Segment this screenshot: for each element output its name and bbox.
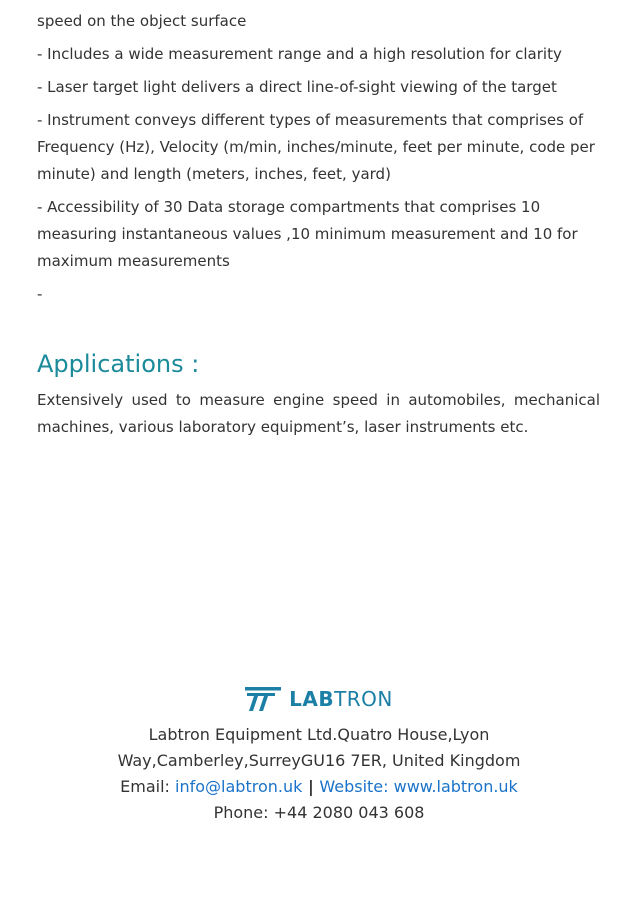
footer [0,684,638,826]
logo-lab: LAB [289,687,335,711]
contact-line [0,774,638,800]
feature-item: - Instrument conveys different types of measurements that comprises of Frequency (Hz), Velocity (m/min, inches/minute, feet per minute, code per minute) and length (meters, inches, feet, yard) [37,111,595,183]
applications-text: Extensively used to measure engine speed in automobiles, mechanical machines, various laboratory equipment’s, laser instruments etc. [37,391,600,436]
logo-tron: TRON [334,687,393,711]
website-link[interactable]: Website: www.labtron.uk [319,777,518,796]
address-line-1: Labtron Equipment Ltd.Quatro House,Lyon [148,725,490,744]
labtron-logo-icon [245,686,283,712]
email-label: Email: [120,777,176,796]
feature-item: - Accessibility of 30 Data storage compartments that comprises 10 measuring instantaneous values ,10 minimum measurement and 10 for maximum measurements [37,198,578,270]
labtron-logo[interactable] [245,684,393,714]
applications-heading: Applications : [37,350,200,378]
address-line-2: Way,Camberley,SurreyGU16 7ER, United Kingdom [117,751,521,770]
feature-item: - Includes a wide measurement range and a high resolution for clarity [37,45,562,63]
contact-separator: | [302,777,320,796]
feature-item: - [37,285,43,303]
phone-line: Phone: +44 2080 043 608 [213,803,425,822]
features-section [37,8,600,314]
feature-item: - Laser target light delivers a direct line-of-sight viewing of the target [37,78,557,96]
logo-wordmark [289,686,393,712]
email-link[interactable]: info@labtron.uk [175,777,303,796]
feature-item: speed on the object surface [37,12,247,30]
